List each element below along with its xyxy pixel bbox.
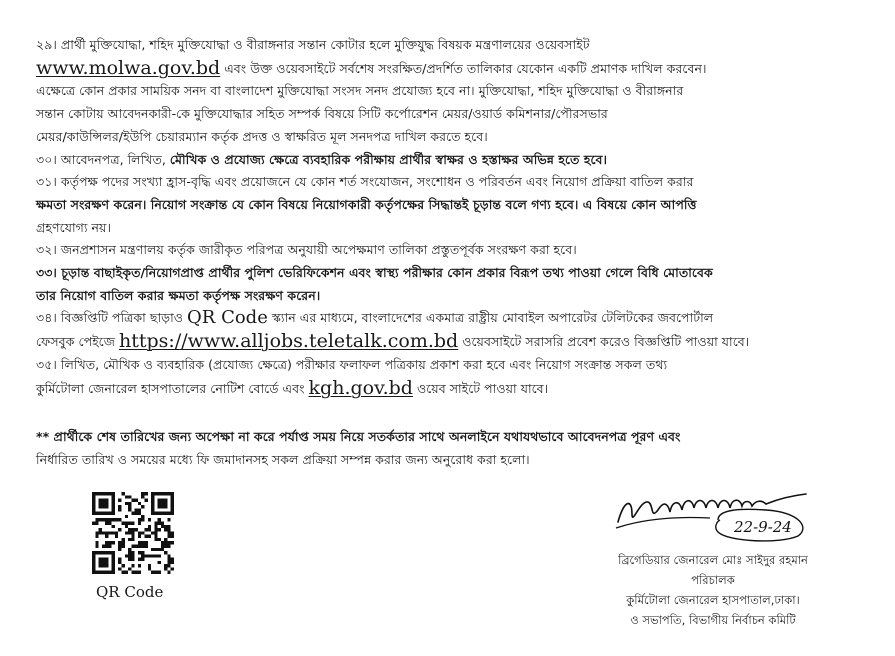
clause-30-prefix: ৩০। আবেদনপত্র, লিখিত, [36, 151, 170, 167]
clause-31-line-2: ক্ষমতা সংরক্ষণ করেন। নিয়োগ সংক্রান্ত যে কোন বিষয়ে নিয়োগকারী কর্তৃপক্ষের সিদ্ধান্তই চূড়ান্ত বলে গণ্য হবে। এ বিষয়ে কোন আপত্তি [36, 196, 697, 212]
clause-29-line-3: এক্ষেত্রে কোন প্রকার সাময়িক সনদ বা বাংলাদেশ মুক্তিযোদ্ধা সংসদ সনদ প্রযোজ্য হবে না। মুক্তিযোদ্ধা, শহিদ মুক্তিযোদ্ধা ও বীরাঙ্গনার [36, 83, 684, 99]
clause-34-line-1 [36, 307, 868, 330]
clause-31 [36, 171, 868, 239]
molwa-website-link[interactable]: www.molwa.gov.bd [36, 56, 221, 79]
clause-29-line-1: ২৯। প্রার্থী মুক্তিযোদ্ধা, শহিদ মুক্তিযোদ্ধা ও বীরাঙ্গনার সন্তান কোটার হলে মুক্তিযুদ্ধ বিষয়ক মন্ত্রণালয়ের ওয়েবসাইট [36, 37, 590, 52]
signatory-block [588, 550, 838, 630]
clause-35-line-2-text: ওয়েব সাইটে পাওয়া যাবে। [412, 380, 549, 396]
clause-31-line-3: গ্রহণযোগ্য নয়। [36, 219, 111, 235]
clause-35-line-2-prefix: কুর্মিটোলা জেনারেল হাসপাতালের নোটিশ বোর্ডে এবং [36, 380, 309, 396]
signatory-office: কুর্মিটোলা জেনারেল হাসপাতাল,ঢাকা। [626, 593, 800, 607]
clause-33 [36, 262, 868, 307]
clause-34 [36, 307, 868, 353]
kgh-website-link[interactable]: kgh.gov.bd [308, 376, 413, 399]
signatory-name: ব্রিগেডিয়ার জেনারেল মোঃ সাইদুর রহমান [618, 553, 808, 567]
signature-date: 22-9-24 [734, 518, 792, 536]
clause-29-line-4: সন্তান কোটায় আবেদনকারী-কে মুক্তিযোদ্ধার সহিত সম্পর্ক বিষয়ে সিটি কর্পোরেশন মেয়র/ওয়ার্ড কমিশনার/পৌরসভার [36, 106, 608, 122]
clause-29-line-5: মেয়র/কাউন্সিলর/ইউপি চেয়ারম্যান কর্তৃক প্রদত্ত ও স্বাক্ষরিত মূল সনদপত্র দাখিল করতে হবে। [36, 128, 488, 144]
qr-code-icon [92, 492, 174, 574]
clause-33-line-2: তার নিয়োগ বাতিল করার ক্ষমতা কর্তৃপক্ষ সংরক্ষণ করেন। [36, 287, 321, 303]
applicant-note [36, 426, 868, 471]
clause-32-line-1: ৩২। জনপ্রশাসন মন্ত্রণালয় কর্তৃক জারীকৃত পরিপত্র অনুযায়ী অপেক্ষমাণ তালিকা প্রস্তুতপূর্বক সংরক্ষণ করা হবে। [36, 242, 577, 258]
note-line-1: ** প্রার্থীকে শেষ তারিখের জন্য অপেক্ষা না করে পর্যাপ্ত সময় নিয়ে সতর্কতার সাথে অনলাইনে যথাযথভাবে আবেদনপত্র পূরণ এবং [36, 429, 681, 444]
clause-34-line-2-text: ওয়েবসাইটে সরাসরি প্রবেশ করেও বিজ্ঞপ্তিটি পাওয়া যাবে। [458, 334, 750, 350]
teletalk-jobs-link[interactable]: https://www.alljobs.teletalk.com.bd [119, 330, 459, 353]
clause-34-line-2 [36, 330, 868, 354]
handwritten-signature [610, 470, 840, 546]
clause-34-prefix: ৩৪। বিজ্ঞপ্তিটি পত্রিকা ছাড়াও [36, 310, 188, 326]
clause-33-line-1: ৩৩। চূড়ান্ত বাছাইকৃত/নিয়োগপ্রাপ্ত প্রার্থীর পুলিশ ভেরিফিকেশন এবং স্বাস্থ্য পরীক্ষার কোন প্রকার বিরূপ তথ্য পাওয়া গেলে বিধি মোতাবেক [36, 265, 713, 281]
note-line-2: নির্ধারিত তারিখ ও সময়ের মধ্যে ফি জমাদানসহ সকল প্রক্রিয়া সম্পন্ন করার জন্য অনুরোধ করা হলো। [36, 451, 530, 467]
clause-35 [36, 354, 868, 400]
qr-code-image[interactable] [92, 492, 174, 574]
signatory-designation: পরিচালক [691, 573, 735, 587]
clause-35-line-2 [36, 377, 868, 401]
clause-32 [36, 239, 868, 262]
terms-section [36, 34, 868, 400]
clause-29-line-2 [36, 57, 868, 81]
qr-code-caption: QR Code [96, 583, 164, 601]
clause-35-line-1: ৩৫। লিখিত, মৌখিক ও ব্যবহারিক (প্রযোজ্য ক্ষেত্রে) পরীক্ষার ফলাফল পত্রিকায় প্রকাশ করা হবে এবং নিয়োগ সংক্রান্ত সকল তথ্য [36, 356, 668, 372]
clause-34-line-2-prefix: ফেসবুক পেইজে [36, 334, 119, 350]
clause-34-qr-word: QR Code [187, 307, 268, 329]
clause-31-line-1: ৩১। কর্তৃপক্ষ পদের সংখ্যা হ্রাস-বৃদ্ধি এবং প্রয়োজনে যে কোন শর্ত সংযোজন, সংশোধন ও পরিবর্তন এবং নিয়োগ প্রক্রিয়া বাতিল করার [36, 174, 694, 190]
clause-29-line-2-text: এবং উক্ত ওয়েবসাইটে সর্বশেষ সংরক্ষিত/প্রদর্শিত তালিকার যেকোন একটি প্রমাণক দাখিল করবেন। [220, 60, 707, 76]
clause-30-line-1 [36, 149, 868, 172]
clause-29 [36, 34, 868, 149]
clause-30 [36, 149, 868, 172]
clause-30-bold-text: মৌখিক ও প্রযোজ্য ক্ষেত্রে ব্যবহারিক পরীক্ষায় প্রার্থীর স্বাক্ষর ও হস্তাক্ষর অভিন্ন হতে হবে। [169, 151, 608, 167]
clause-34-line-1-text: স্ক্যান এর মাধ্যমে, বাংলাদেশের একমাত্র রাষ্ট্রীয় মোবাইল অপারেটর টেলিটকের জবপোর্টাল [267, 310, 714, 326]
signatory-committee: ও সভাপতি, বিভাগীয় নির্বাচন কমিটি [630, 613, 796, 627]
